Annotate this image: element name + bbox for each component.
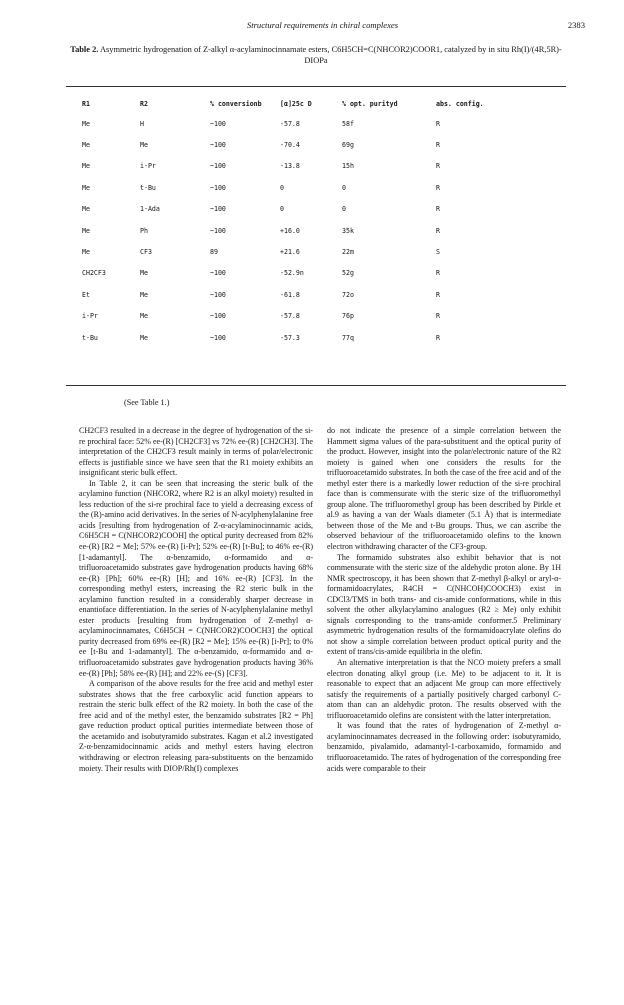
table-cell: R (436, 290, 440, 299)
body-paragraph: A comparison of the above results for the free acid and methyl ester substrates shows that the free carboxylic acid function appears to restrain the steric bulk effect of the R2 moiety. In both the case of the free acid and of the methyl ester, the benzamido substrates [R2 = Ph] gave reduction product optical purities intermediate between those of the acetamido and isobutyramido substrates. Kagan et al.2 investigated Z-α-benzamidocinnamic acids and methyl esters having electron withdrawing or electron releasing para-substituents on the benzamido moiety. Their results with DIOP/Rh(I) complexes (79, 679, 313, 773)
table-cell: +16.0 (280, 226, 300, 235)
table-body (82, 113, 496, 348)
table-cell: Me (82, 183, 90, 192)
table-cell: R (436, 226, 440, 235)
table-cell: +21.6 (280, 248, 300, 257)
table-row (82, 156, 496, 177)
table-header-cell: % conversionb (210, 100, 262, 108)
table-cell: -57.8 (280, 119, 300, 128)
table-cell: 52g (342, 269, 354, 278)
table-cell: ~100 (210, 290, 226, 299)
table-cell: 22m (342, 248, 354, 257)
body-paragraph: In Table 2, it can be seen that increasing the steric bulk of the acylamino function (NHCOR2, where R2 is an alkyl moiety) resulted in less reduction of the si-re prochiral face to yield a decreasing excess of the (R)-amino acid derivatives. In the series of N-acylphenylalanine free acids [resulting from hydrogenation of Z-α-acylaminocinnamic acids, C6H5CH = C(NHCOR2)COOH] the optical purity decreased from 82% ee-(R) [R2 = Me]; 57% ee-(R) [i-Pr]; 52% ee-(R) [t-Bu]; to 46% ee-(R) [1-adamantyl]. The α-benzamido, α-formamido and α-trifluoroacetamido substrates gave hydrogenation products having 68% ee-(R) [Ph]; 60% ee-(R) [H]; and 16% ee-(R) [CF3]. In the corresponding methyl esters, increasing the R2 steric bulk in the acylamino function resulted in a considerably sharper decrease in enantioface differentiation. In the series of N-acylphenylalanine methyl ester products [resulting from hydrogenation of Z-methyl α-acylaminocinnamates, C6H5CH = C(NHCOR2)COOCH3] the optical purity decreased from 69% ee-(R) [R2 = Me]; 15% ee-(R) [i-Pr]; to 0% ee [t-Bu and 1-adamantyl]. The α-benzamido, α-formamido and α-trifluoroacetamido substrates gave hydrogenation products having 36% ee-(R) [Ph]; 58% ee-(R) [H]; and 22% ee-(S) [CF3]. (79, 478, 313, 678)
table-cell: R (436, 312, 440, 321)
table-row (82, 263, 496, 284)
table-cell: ~100 (210, 205, 226, 214)
table-cell: ~100 (210, 162, 226, 171)
table-cell: Me (140, 312, 148, 321)
table-cell: 35k (342, 226, 354, 235)
table-row (82, 220, 496, 241)
body-paragraph: CH2CF3 resulted in a decrease in the degree of hydrogenation of the si-re prochiral face: 52% ee-(R) [CH2CF3] vs 72% ee-(R) [CH2CH3]. The interpretation of the CH2CF3 result mainly in terms of polar/electronic effects is justifiable since we have seen that the R1 moiety exhibits an insignificant steric bulk effect. (79, 426, 313, 478)
table-cell: Me (82, 205, 90, 214)
table-cell: Me (82, 248, 90, 257)
table-row (82, 113, 496, 134)
table-cell: -13.8 (280, 162, 300, 171)
table-header-cell: R1 (82, 100, 90, 108)
table-row (82, 327, 496, 348)
table-cell: R (436, 141, 440, 150)
table-cell: ~100 (210, 269, 226, 278)
running-head-title: Structural requirements in chiral complexes (246, 20, 399, 30)
table-row (82, 241, 496, 262)
table-cell: ~100 (210, 333, 226, 342)
table-cell: S (436, 248, 440, 257)
table-cell: Me (140, 290, 148, 299)
table-cell: R (436, 119, 440, 128)
table-cell: Me (140, 333, 148, 342)
table-cell: CF3 (140, 248, 152, 257)
table-cell: H (140, 119, 144, 128)
table-header-cell: % opt. purityd (342, 100, 398, 108)
table-cell: Me (82, 119, 90, 128)
table-header-cell: abs. config. (436, 100, 484, 108)
table-header-cell: [α]25c D (280, 100, 312, 108)
table-footnote: (See Table 1.) (124, 398, 170, 407)
table-cell: 15h (342, 162, 354, 171)
table-cell: R (436, 269, 440, 278)
table-cell: CH2CF3 (82, 269, 106, 278)
table-cell: t-Bu (82, 333, 98, 342)
table-cell: ~100 (210, 312, 226, 321)
table-cell: i-Pr (82, 312, 98, 321)
body-paragraph: An alternative interpretation is that the NCO moiety prefers a small electron donating alkyl group (i.e. Me) to be adjacent to it. It is reasonable to expect that an adjacent Me group can more effectively satisfy the requirements of a partially positively charged carbonyl C-atom than can an aldehydic proton. The results observed with the trifluoroacetamido olefins are consistent with the latter interpretation. (327, 658, 561, 720)
table-cell: R (436, 162, 440, 171)
table-cell: 1-Ada (140, 205, 160, 214)
running-head (60, 20, 585, 34)
table-cell: Me (140, 141, 148, 150)
page-number: 2383 (567, 20, 585, 30)
table-cell: 58f (342, 119, 354, 128)
table-cell: Et (82, 290, 90, 299)
table-caption (66, 44, 566, 66)
table-cell: 0 (342, 183, 346, 192)
table-cell: -61.8 (280, 290, 300, 299)
table-caption-label: Table 2. (70, 45, 99, 54)
body-paragraph: The formamido substrates also exhibit behavior that is not commensurate with the steric size of the aldehydic proton alone. By 1H NMR spectroscopy, it has been shown that Z-methyl β-alkyl or aryl-α-formamidoacrylates, R4CH = C(NHCOH)COOCH3) exist in CDCl3/TMS in both trans- and cis-amide conformations, while in this solvent the other alkylacylamino analogues (R2 ≥ Me) only exhibit signals corresponding to the trans-amide conformer.5 Preliminary asymmetric hydrogenation results of the formamidoacrylate olefins do not show a simple correlation between product optical purity and the extent of trans/cis-amide equilibria in the olefin. (327, 552, 561, 657)
table-cell: 77q (342, 333, 354, 342)
text-column-left (79, 426, 313, 774)
table-cell: 0 (280, 205, 284, 214)
table-cell: Me (82, 162, 90, 171)
table-cell: Me (82, 226, 90, 235)
table-cell: 89 (210, 248, 218, 257)
table-header-row (82, 95, 496, 113)
table-cell: ~100 (210, 183, 226, 192)
table-bottom-rule (66, 385, 566, 386)
table-cell: 0 (280, 183, 284, 192)
table-header-cell: R2 (140, 100, 148, 108)
table-row (82, 284, 496, 305)
table-cell: R (436, 183, 440, 192)
table-row (82, 177, 496, 198)
table-row (82, 199, 496, 220)
table-row (82, 306, 496, 327)
table-cell: ~100 (210, 226, 226, 235)
table-cell: Me (82, 141, 90, 150)
table-cell: -70.4 (280, 141, 300, 150)
table-cell: R (436, 205, 440, 214)
table-cell: 69g (342, 141, 354, 150)
table-cell: R (436, 333, 440, 342)
results-table (82, 95, 496, 348)
table-cell: -57.8 (280, 312, 300, 321)
table-cell: ~100 (210, 141, 226, 150)
text-column-right (327, 426, 561, 774)
table-cell: Ph (140, 226, 148, 235)
body-paragraph: do not indicate the presence of a simple correlation between the Hammett sigma values of the para-substituent and the optical purity of the product. However, insight into the polar/electronic nature of the R2 moiety is gained when one considers the results for the trifluoroacetamido substrates. In both the case of the free acid and of the methyl ester there is a markedly lower reduction of the si-re prochiral face than is commensurate with the steric size of the trifluoromethyl group alone. The trifluoromethyl group has been described by Pirkle et al.9 as having a van der Waals diameter (5.1 Å) that is intermediate between those of the Me and t-Bu groups. Thus, we can ascribe the observed behaviour of the trifluoroacetamido olefins to the known electron withdrawing character of the CF3-group. (327, 426, 561, 552)
table-top-rule (66, 86, 566, 87)
table-cell: 76p (342, 312, 354, 321)
table-cell: ~100 (210, 119, 226, 128)
table-row (82, 134, 496, 155)
table-cell: i-Pr (140, 162, 156, 171)
body-paragraph: It was found that the rates of hydrogenation of Z-methyl α-acylaminocinnamates decreased in the following order: isobutyramido, benzamido, pivalamido, adamantyl-1-carboxamido, formamido and trifluoroacetamido. The rates of hydrogenation of the corresponding free acids were comparable to their (327, 721, 561, 773)
table-cell: -52.9n (280, 269, 304, 278)
table-cell: Me (140, 269, 148, 278)
table-cell: 72o (342, 290, 354, 299)
table-cell: 0 (342, 205, 346, 214)
table-caption-text: Asymmetric hydrogenation of Z-alkyl α-acylaminocinnamate esters, C6H5CH=C(NHCOR2)COOR1, catalyzed by in situ Rh(I)/(4R,5R)-DIOPa (100, 45, 562, 65)
table-cell: -57.3 (280, 333, 300, 342)
table-cell: t-Bu (140, 183, 156, 192)
